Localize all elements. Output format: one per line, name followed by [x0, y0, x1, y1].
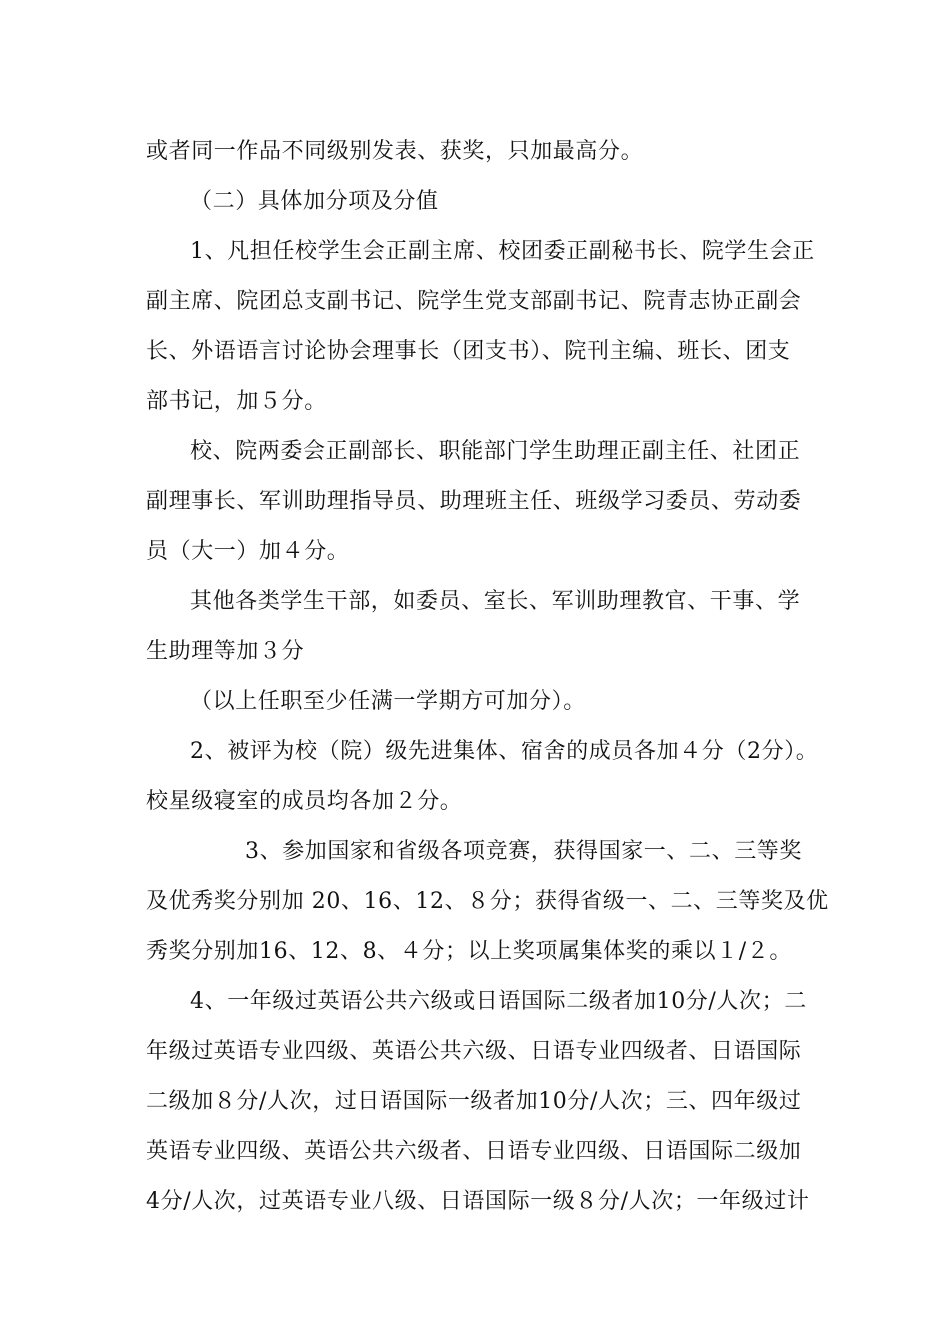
- text-line: 2、被评为校（院）级先进集体、宿舍的成员各加４分（2分）。: [190, 739, 819, 764]
- text-line: 副理事长、军训助理指导员、助理班主任、班级学习委员、劳动委: [146, 489, 802, 514]
- text-line: 年级过英语专业四级、英语公共六级、日语专业四级者、日语国际: [146, 1039, 802, 1064]
- text-line: 校星级寝室的成员均各加２分。: [146, 789, 463, 814]
- text-line: （以上任职至少任满一学期方可加分）。: [190, 689, 586, 714]
- text-line: 及优秀奖分别加 20、16、12、８分；获得省级一、二、三等奖及优: [146, 889, 829, 914]
- text-line: 长、外语语言讨论协会理事长（团支书）、院刊主编、班长、团支: [146, 339, 791, 364]
- text-line: 部书记，加５分。: [146, 389, 327, 414]
- text-line: 1、凡担任校学生会正副主席、校团委正副秘书长、院学生会正: [190, 239, 815, 264]
- text-line: 秀奖分别加16、12、8、４分；以上奖项属集体奖的乘以１/２。: [146, 939, 792, 964]
- text-line: 4、一年级过英语公共六级或日语国际二级者加10分/人次；二: [190, 989, 807, 1014]
- text-line: 生助理等加３分: [146, 639, 305, 664]
- text-line: 员（大一）加４分。: [146, 539, 350, 564]
- text-line: 3、参加国家和省级各项竞赛，获得国家一、二、三等奖: [245, 839, 802, 864]
- text-line: 4分/人次，过英语专业八级、日语国际一级８分/人次；一年级过计: [146, 1189, 810, 1214]
- text-line: 副主席、院团总支副书记、院学生党支部副书记、院青志协正副会: [146, 289, 802, 314]
- text-line: 英语专业四级、英语公共六级者、日语专业四级、日语国际二级加: [146, 1139, 802, 1164]
- text-line: 校、院两委会正副部长、职能部门学生助理正副主任、社团正: [190, 439, 801, 464]
- section-heading: （二）具体加分项及分值: [190, 189, 439, 214]
- text-line: 其他各类学生干部，如委员、室长、军训助理教官、干事、学: [190, 589, 801, 614]
- text-line: 或者同一作品不同级别发表、获奖，只加最高分。: [146, 139, 644, 164]
- text-line: 二级加８分/人次，过日语国际一级者加10分/人次；三、四年级过: [146, 1089, 802, 1114]
